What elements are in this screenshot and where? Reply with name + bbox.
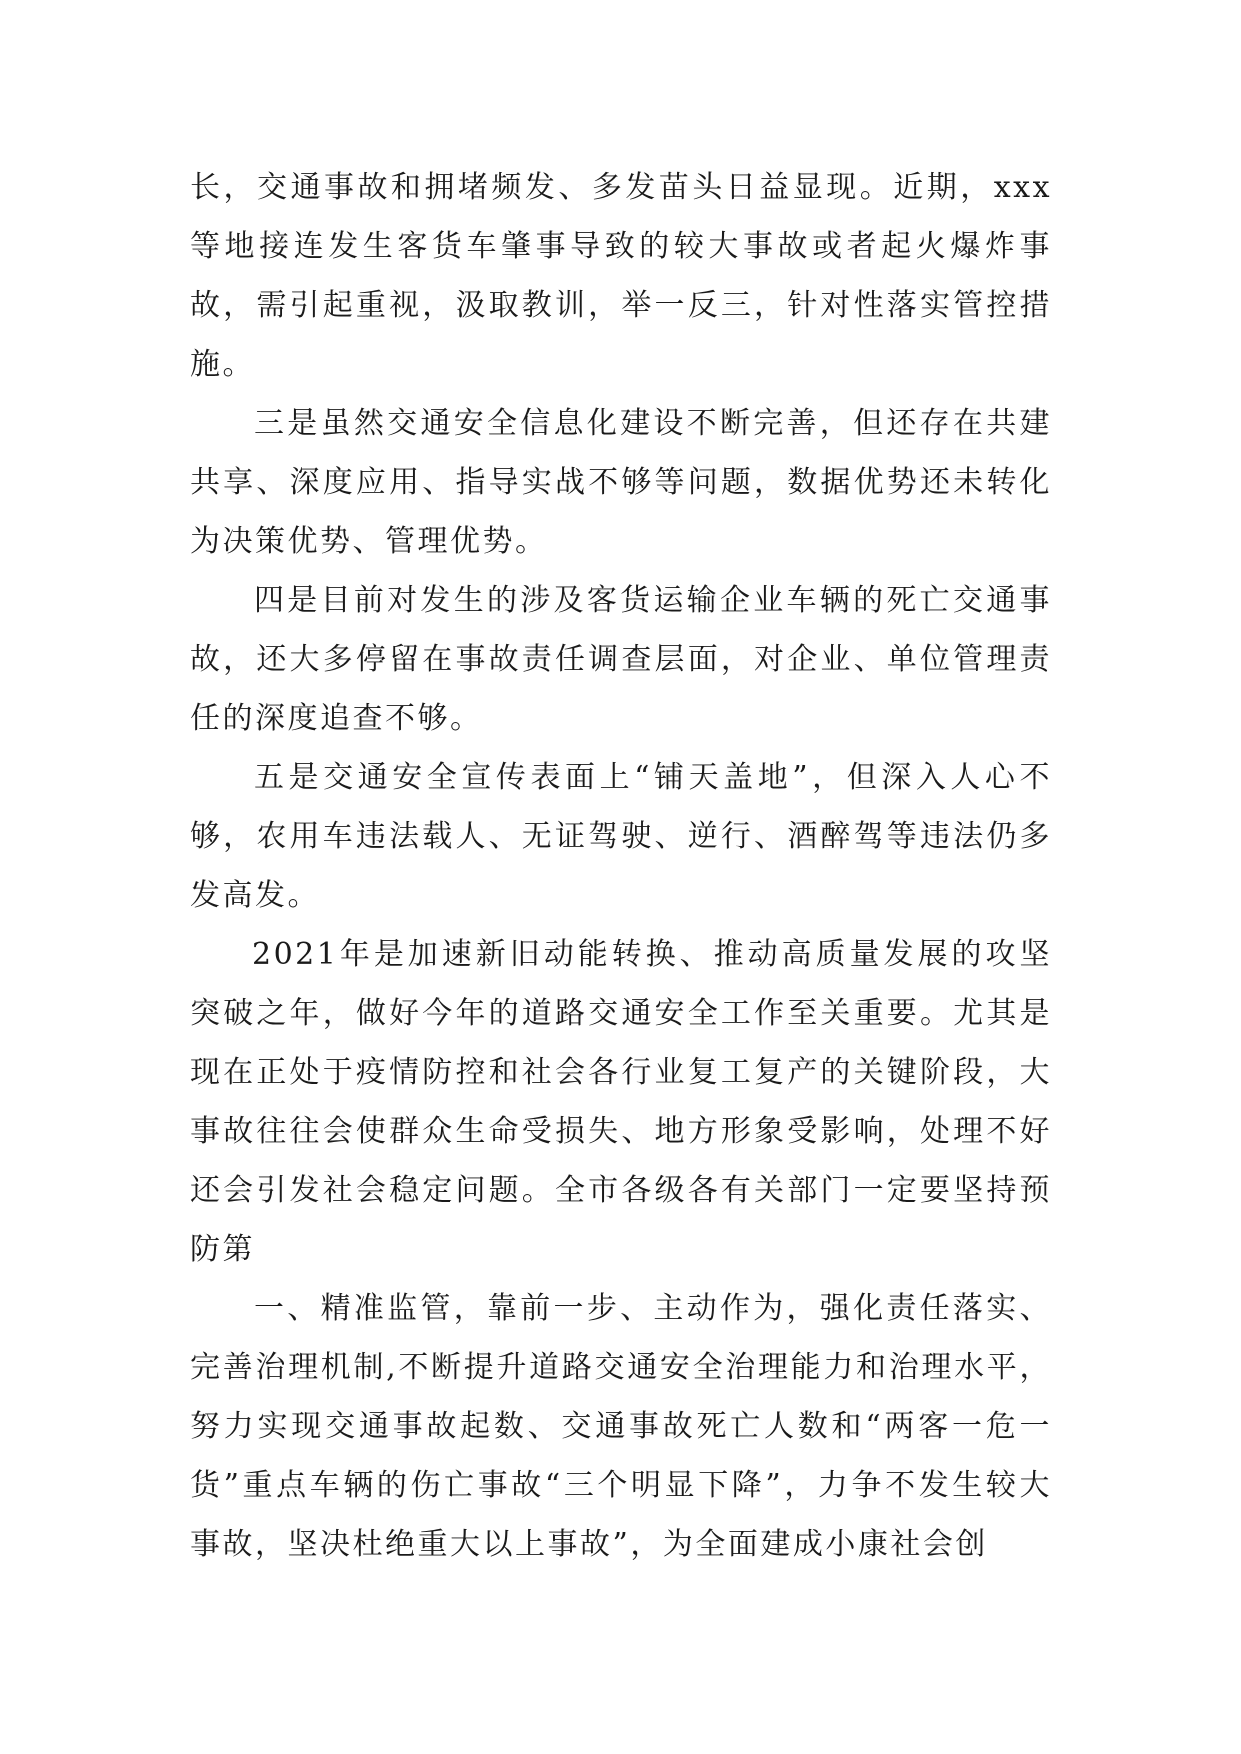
paragraph-section-one: 一、精准监管，靠前一步、主动作为，强化责任落实、完善治理机制,不断提升道路交通安全治理能力和治理水平，努力实现交通事故起数、交通事故死亡人数和“两客一危一货”重点车辆的伤亡事故“三个明显下降”，力争不发生较大事故，坚决杜绝重大以上事故”，为全面建成小康社会创: [190, 1291, 1052, 1562]
paragraph-point-four: 四是目前对发生的涉及客货运输企业车辆的死亡交通事故，还大多停留在事故责任调查层面，对企业、单位管理责任的深度追查不够。: [190, 583, 1052, 736]
document-page: [190, 158, 1052, 1574]
paragraph-year-2021: 2021年是加速新旧动能转换、推动高质量发展的攻坚突破之年，做好今年的道路交通安全工作至关重要。尤其是现在正处于疫情防控和社会各行业复工复产的关键阶段，大事故往往会使群众生命受损失、地方形象受影响，处理不好还会引发社会稳定问题。全市各级各有关部门一定要坚持预防第: [190, 937, 1052, 1267]
paragraph-point-three: 三是虽然交通安全信息化建设不断完善，但还存在共建共享、深度应用、指导实战不够等问题，数据优势还未转化为决策优势、管理优势。: [190, 406, 1052, 559]
paragraph-continuation: 长，交通事故和拥堵频发、多发苗头日益显现。近期，xxx等地接连发生客货车肇事导致的较大事故或者起火爆炸事故，需引起重视，汲取教训，举一反三，针对性落实管控措施。: [190, 170, 1052, 382]
paragraph-point-five: 五是交通安全宣传表面上“铺天盖地”，但深入人心不够，农用车违法载人、无证驾驶、逆行、酒醉驾等违法仍多发高发。: [190, 760, 1052, 913]
